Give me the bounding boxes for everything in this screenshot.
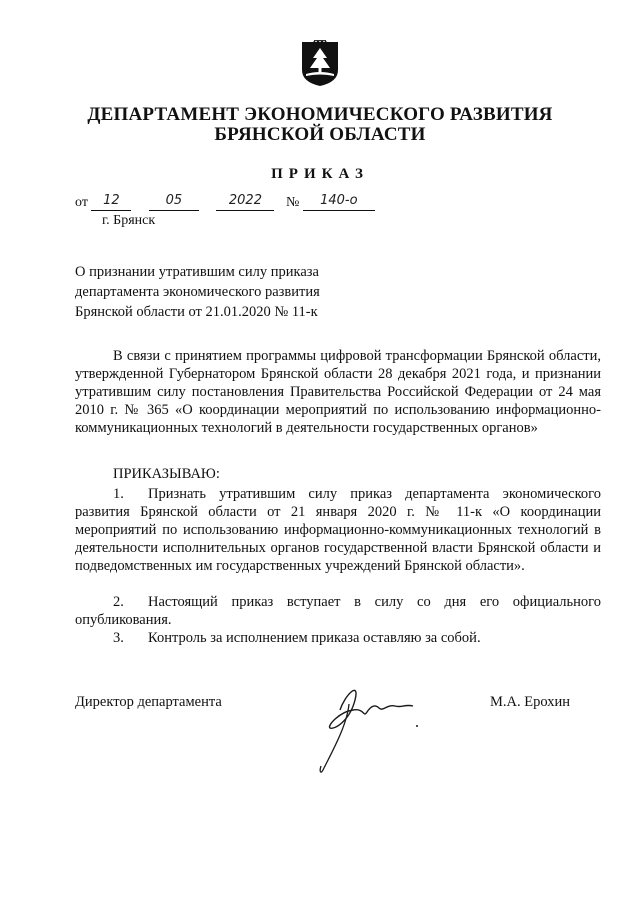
order-number: 140-о bbox=[303, 194, 375, 211]
order-meta-line bbox=[75, 194, 375, 211]
subject-line-3: Брянской области от 21.01.2020 № 11-к bbox=[75, 304, 318, 320]
item-number: 3. bbox=[113, 630, 124, 646]
from-label: от bbox=[75, 195, 88, 210]
handwritten-signature bbox=[305, 670, 435, 780]
date-day: 12 bbox=[91, 194, 131, 211]
signatory-position: Директор департамента bbox=[75, 694, 222, 710]
city-name: г. Брянск bbox=[102, 213, 156, 228]
number-label: № bbox=[285, 195, 300, 210]
department-name-line1: ДЕПАРТАМЕНТ ЭКОНОМИЧЕСКОГО РАЗВИТИЯ bbox=[87, 104, 553, 125]
order-item-3 bbox=[75, 629, 601, 647]
department-name-line2: БРЯНСКОЙ ОБЛАСТИ bbox=[214, 124, 426, 145]
date-year: 2022 bbox=[216, 194, 274, 211]
date-month: 05 bbox=[149, 194, 199, 211]
item-text: Контроль за исполнением приказа оставляю за собой. bbox=[148, 630, 481, 646]
item-number: 1. bbox=[113, 486, 124, 502]
item-number: 2. bbox=[113, 594, 124, 610]
decree-word: ПРИКАЗЫВАЮ: bbox=[113, 466, 220, 482]
item-text: Признать утратившим силу приказ департамента экономического развития Брянской области от 21 января 2020 г. № 11-к «О координации мероприятий по использованию информационно-коммуникационных технологий в деятельности исполнительных органов государственной власти Брянской области и подведомственных им государственных учреждений Брянской области». bbox=[75, 486, 601, 574]
order-subject bbox=[75, 262, 320, 322]
preamble-paragraph: В связи с принятием программы цифровой трансформации Брянской области, утвержденной Губернатором Брянской области 28 декабря 2021 года, и признании утратившим силу постановления Правительства Российской Федерации от 24 мая 2010 г. № 365 «О координации мероприятий по использованию информационно-коммуникационных технологий в деятельности государственных органов» bbox=[75, 348, 601, 436]
item-text: Настоящий приказ вступает в силу со дня его официального опубликования. bbox=[75, 594, 601, 628]
subject-line-1: О признании утратившим силу приказа bbox=[75, 264, 319, 280]
subject-line-2: департамента экономического развития bbox=[75, 284, 320, 300]
document-title: ПРИКАЗ bbox=[271, 166, 369, 182]
order-item-2 bbox=[75, 593, 601, 629]
signatory-name: М.А. Ерохин bbox=[490, 694, 571, 710]
coat-of-arms-emblem bbox=[300, 40, 340, 88]
order-item-1 bbox=[75, 485, 601, 575]
